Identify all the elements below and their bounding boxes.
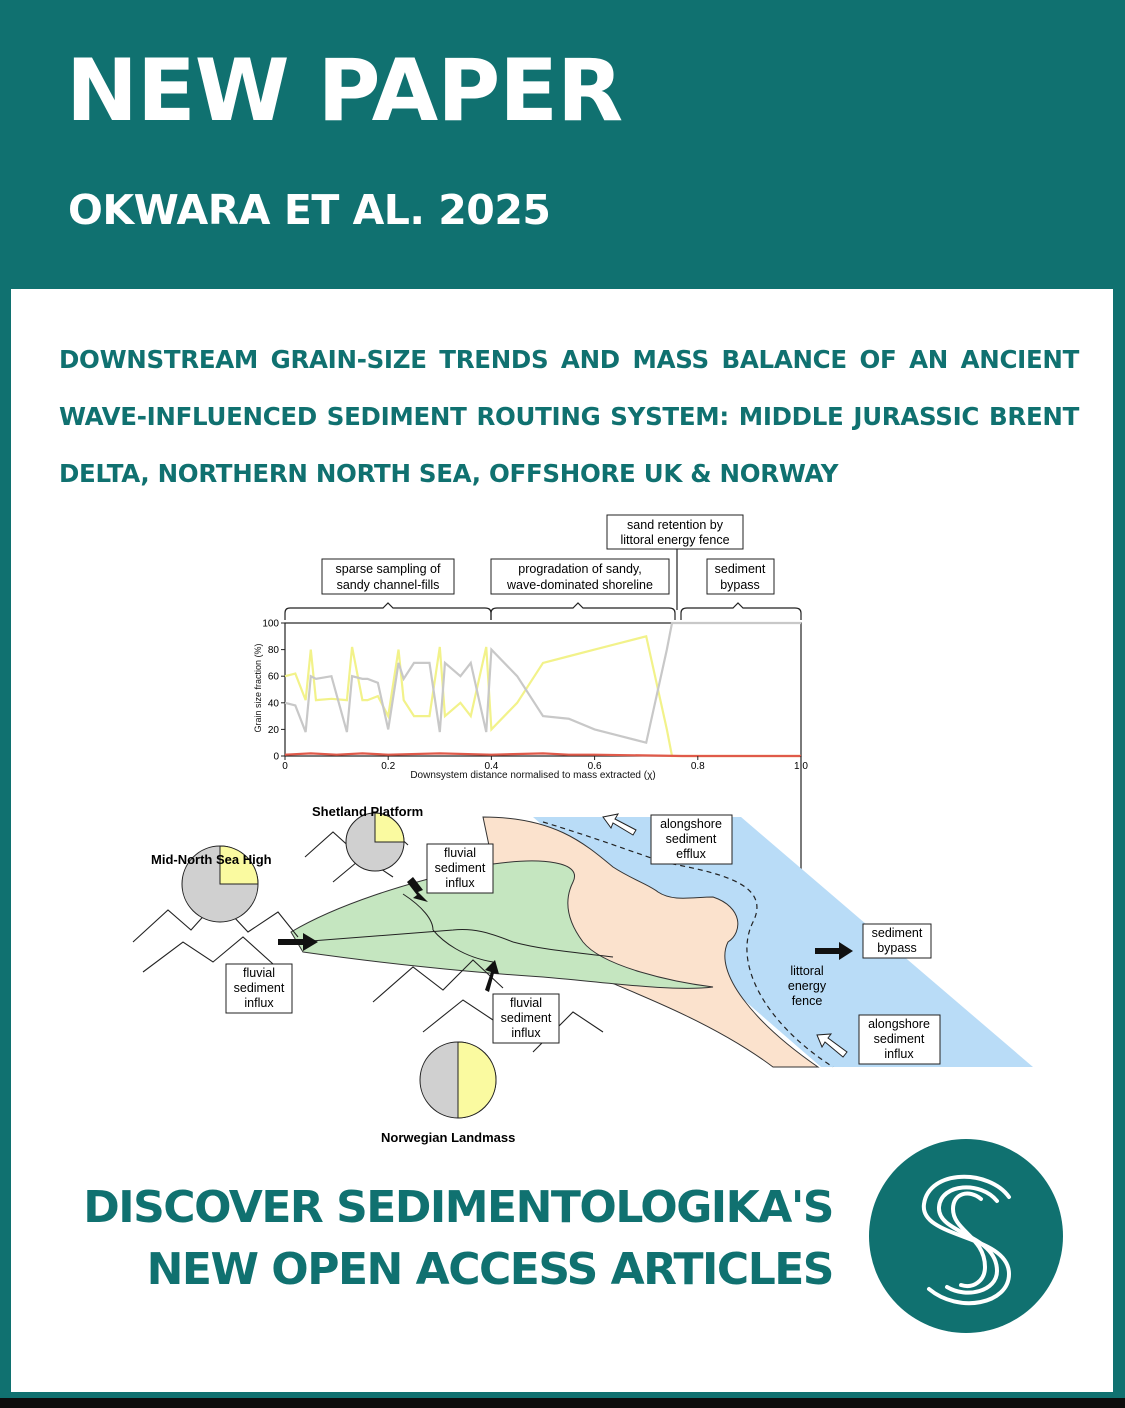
sedimentologika-logo [869,1139,1063,1333]
text-fluvial-north-1: fluvial [444,846,476,860]
text-fence-2: energy [787,979,827,993]
label-retention-1: sand retention by [627,518,723,532]
label-bypass-2: bypass [720,578,760,592]
x-tick-label: 0.6 [587,761,602,772]
text-fluvial-south-3: influx [511,1026,541,1040]
call-to-action [83,1177,833,1301]
text-bypass-2: bypass [877,941,917,955]
y-tick-label: 0 [273,751,279,763]
text-influx-2: sediment [873,1032,925,1046]
text-fluvial-west-2: sediment [233,981,285,995]
text-fence-1: littoral [790,964,824,978]
label-bypass-1: sediment [714,562,766,576]
bracket-bypass [681,603,801,620]
chart-x-label: Downsystem distance normalised to mass extracted (χ) [410,770,656,781]
chart-y-label: Grain size fraction (%) [253,643,263,733]
pie-shetland [346,813,404,871]
chart-plot-area [285,623,801,756]
paper-figure [73,512,1053,1145]
content-panel [11,289,1113,1392]
text-influx-1: alongshore [868,1017,930,1031]
paleogeographic-map [133,804,1033,1145]
text-influx-3: influx [884,1047,914,1061]
x-tick-label: 0.4 [484,761,499,772]
label-retention-2: littoral energy fence [620,533,730,547]
label-sparse-2: sandy channel-fills [336,578,440,592]
y-tick-label: 20 [267,724,279,736]
text-bypass-1: sediment [871,926,923,940]
paper-title: DOWNSTREAM GRAIN-SIZE TRENDS AND MASS BALANCE OF AN ANCIENT WAVE-INFLUENCED SEDIMENT ROUTING SYSTEM: MIDDLE JURASSIC BRENT DELTA, NORTHERN NORTH SEA, OFFSHORE UK & NORWAY [59,345,1079,488]
text-fence-3: fence [791,994,823,1008]
text-fluvial-south-2: sediment [500,1011,552,1025]
paper-authors: OKWARA ET AL. 2025 [68,186,551,234]
x-tick-label: 0 [282,761,288,772]
text-fluvial-north-3: influx [445,876,475,890]
text-efflux-2: sediment [665,832,717,846]
label-norwegian-landmass: Norwegian Landmass [381,1130,516,1145]
label-prog-1: progradation of sandy, [518,562,642,576]
text-fluvial-north-2: sediment [434,861,486,875]
y-tick-label: 80 [267,645,279,657]
label-prog-2: wave-dominated shoreline [507,578,653,592]
chart-y-ticks [262,619,285,763]
cta-line-1: DISCOVER SEDIMENTOLOGIKA'S [83,1182,833,1233]
text-fluvial-south-1: fluvial [510,996,542,1010]
text-fluvial-west-3: influx [244,996,274,1010]
bracket-sparse [285,603,491,620]
y-tick-label: 100 [262,618,279,630]
label-mid-north-sea-high: Mid-North Sea High [151,852,272,867]
pie-norwegian [420,1042,496,1118]
text-efflux-1: alongshore [660,817,722,831]
grain-size-chart [253,619,808,782]
text-fluvial-west-1: fluvial [243,966,275,980]
bracket-progradation [491,603,675,620]
label-shetland-platform: Shetland Platform [312,804,424,819]
y-tick-label: 40 [267,698,279,710]
x-tick-label: 0.2 [381,761,396,772]
y-tick-label: 60 [267,671,279,683]
x-tick-label: 1.0 [794,761,808,772]
header-title: NEW PAPER [66,41,623,141]
label-sparse-1: sparse sampling of [335,562,441,576]
text-efflux-3: efflux [676,847,706,861]
bottom-strip [0,1398,1125,1408]
mountain-south-2 [423,1000,493,1032]
zone-labels [322,515,774,594]
cta-line-2: NEW OPEN ACCESS ARTICLES [146,1244,833,1295]
pie-norwegian-yellow [458,1042,496,1118]
x-tick-label: 0.8 [690,761,705,772]
